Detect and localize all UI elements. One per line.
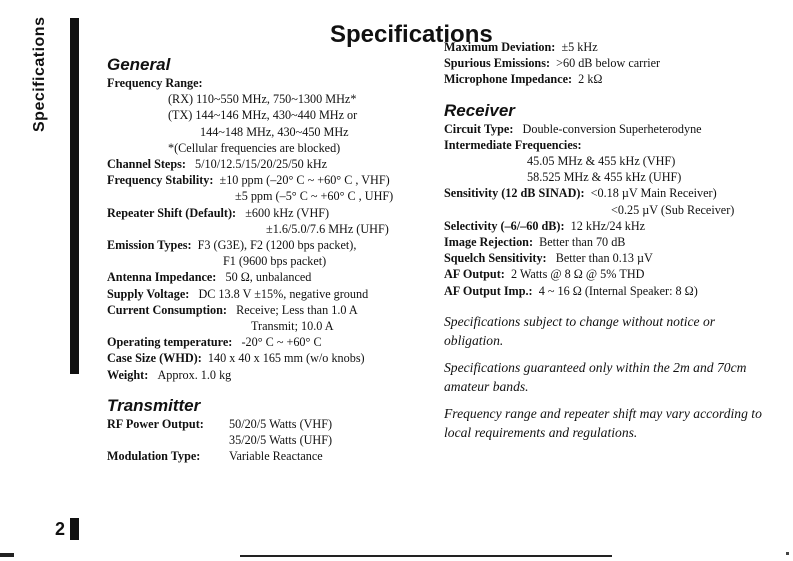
spacer (444, 88, 774, 101)
if-value-2: 58.525 MHz & 455 kHz (UHF) (527, 170, 682, 185)
weight-row (107, 367, 442, 383)
right-column (444, 39, 774, 442)
page-number: 2 (55, 519, 66, 539)
af-imp-row (444, 283, 774, 299)
if-row (444, 137, 774, 153)
supply-label: Supply Voltage: (107, 286, 190, 301)
transmitter-heading: Transmitter (107, 395, 201, 415)
optemp-row (107, 334, 442, 350)
mic-impedance-row (444, 71, 774, 87)
image-rejection-value: Better than 70 dB (539, 235, 626, 250)
weight-value: Approx. 1.0 kg (157, 367, 232, 382)
modulation-value: Variable Reactance (229, 449, 323, 464)
af-output-value: 2 Watts @ 8 Ω @ 5% THD (510, 267, 645, 282)
antenna-row (107, 269, 442, 285)
spurious-label: Spurious Emissions: (444, 56, 551, 71)
optemp-label: Operating temperature: (107, 335, 233, 350)
supply-value: DC 13.8 V ±15%, negative ground (198, 286, 369, 301)
case-label: Case Size (WHD): (107, 351, 202, 366)
left-column (107, 55, 442, 464)
case-value: 140 x 40 x 165 mm (w/o knobs) (207, 351, 365, 366)
page-number-bar (70, 518, 79, 540)
sensitivity-label: Sensitivity (12 dB SINAD): (444, 186, 585, 201)
antenna-value: 50 Ω, unbalanced (225, 270, 312, 285)
freq-stability-label: Frequency Stability: (107, 173, 214, 188)
selectivity-label: Selectivity (–6/–60 dB): (444, 218, 565, 233)
squelch-value: Better than 0.13 µV (555, 251, 653, 266)
af-imp-value: 4 ~ 16 Ω (Internal Speaker: 8 Ω) (538, 283, 698, 298)
note-guarantee: Specifications guaranteed only within the 2m and 70cm amateur bands. (444, 359, 747, 394)
squelch-label: Squelch Sensitivity: (444, 251, 547, 266)
antenna-label: Antenna Impedance: (107, 270, 217, 285)
image-rejection-row (444, 234, 774, 250)
freq-stability-value-2: ±5 ppm (–5° C ~ +60° C , UHF) (235, 189, 394, 204)
rf-power-value-1: 50/20/5 Watts (VHF) (229, 416, 333, 431)
optemp-value: -20° C ~ +60° C (241, 335, 322, 350)
emission-label: Emission Types: (107, 238, 192, 253)
selectivity-row (444, 218, 774, 234)
if-value-1: 45.05 MHz & 455 kHz (VHF) (527, 154, 676, 169)
freq-tx-1: (TX) 144~146 MHz, 430~440 MHz or (168, 108, 358, 123)
current-row (107, 302, 442, 318)
mic-impedance-label: Microphone Impedance: (444, 72, 573, 87)
supply-row (107, 286, 442, 302)
circuit-row (444, 121, 774, 137)
case-row (107, 350, 442, 366)
af-output-row (444, 266, 774, 282)
spacer (444, 350, 774, 358)
note-frequency: Frequency range and repeater shift may vary according to local requirements and regulations. (444, 405, 762, 440)
channel-steps-value: 5/10/12.5/15/20/25/50 kHz (195, 157, 328, 172)
freq-rx: (RX) 110~550 MHz, 750~1300 MHz* (168, 92, 357, 107)
af-imp-label: AF Output Imp.: (444, 283, 533, 298)
mic-impedance-value: 2 kΩ (578, 72, 603, 87)
repeater-shift-label: Repeater Shift (Default): (107, 205, 237, 220)
sensitivity-value-1: <0.18 µV Main Receiver) (590, 186, 717, 201)
channel-steps-row (107, 156, 442, 172)
spacer (444, 299, 774, 312)
channel-steps-label: Channel Steps: (107, 157, 186, 172)
repeater-shift-value-1: ±600 kHz (VHF) (245, 205, 330, 220)
spurious-row (444, 55, 774, 71)
af-output-label: AF Output: (444, 267, 505, 282)
freq-range-row (107, 75, 442, 91)
freq-stability-value-1: ±10 ppm (–20° C ~ +60° C , VHF) (219, 173, 390, 188)
footer-edge-mark (0, 553, 14, 557)
circuit-label: Circuit Type: (444, 121, 514, 136)
footer-rule (240, 555, 612, 557)
image-rejection-label: Image Rejection: (444, 235, 534, 250)
freq-range-label: Frequency Range: (107, 76, 203, 90)
max-deviation-label: Maximum Deviation: (444, 40, 556, 54)
weight-label: Weight: (107, 367, 149, 382)
spacer (107, 383, 442, 396)
footer-dot (786, 552, 789, 555)
if-label: Intermediate Frequencies: (444, 137, 582, 152)
current-label: Current Consumption: (107, 302, 227, 317)
emission-row (107, 237, 442, 253)
repeater-shift-value-2: ±1.6/5.0/7.6 MHz (UHF) (266, 221, 389, 236)
spacer (444, 396, 774, 404)
emission-value-1: F3 (G3E), F2 (1200 bps packet), (197, 238, 357, 253)
sidebar-bar (70, 18, 79, 374)
freq-stability-row (107, 172, 442, 188)
squelch-row (444, 250, 774, 266)
freq-note: *(Cellular frequencies are blocked) (168, 140, 341, 155)
selectivity-value: 12 kHz/24 kHz (570, 218, 646, 233)
receiver-heading: Receiver (444, 100, 515, 120)
general-heading: General (107, 55, 171, 74)
rf-power-label: RF Power Output: (107, 416, 204, 431)
emission-value-2: F1 (9600 bps packet) (223, 254, 327, 269)
circuit-value: Double-conversion Superheterodyne (522, 121, 702, 136)
page-title: Specifications (330, 21, 493, 48)
sensitivity-row (444, 185, 774, 201)
repeater-shift-row (107, 205, 442, 221)
max-deviation-row (444, 39, 774, 55)
current-value-1: Receive; Less than 1.0 A (236, 302, 358, 317)
rf-power-value-2: 35/20/5 Watts (UHF) (229, 433, 333, 448)
modulation-row (107, 448, 442, 464)
freq-tx-2: 144~148 MHz, 430~450 MHz (200, 124, 349, 139)
current-value-2: Transmit; 10.0 A (251, 319, 334, 334)
modulation-label: Modulation Type: (107, 449, 201, 464)
sensitivity-value-2: <0.25 µV (Sub Receiver) (611, 202, 735, 217)
max-deviation-value: ±5 kHz (561, 40, 598, 54)
note-change: Specifications subject to change without notice or obligation. (444, 313, 716, 348)
sidebar-label: Specifications (31, 16, 48, 132)
spurious-value: >60 dB below carrier (556, 56, 661, 71)
rf-power-row (107, 416, 442, 432)
